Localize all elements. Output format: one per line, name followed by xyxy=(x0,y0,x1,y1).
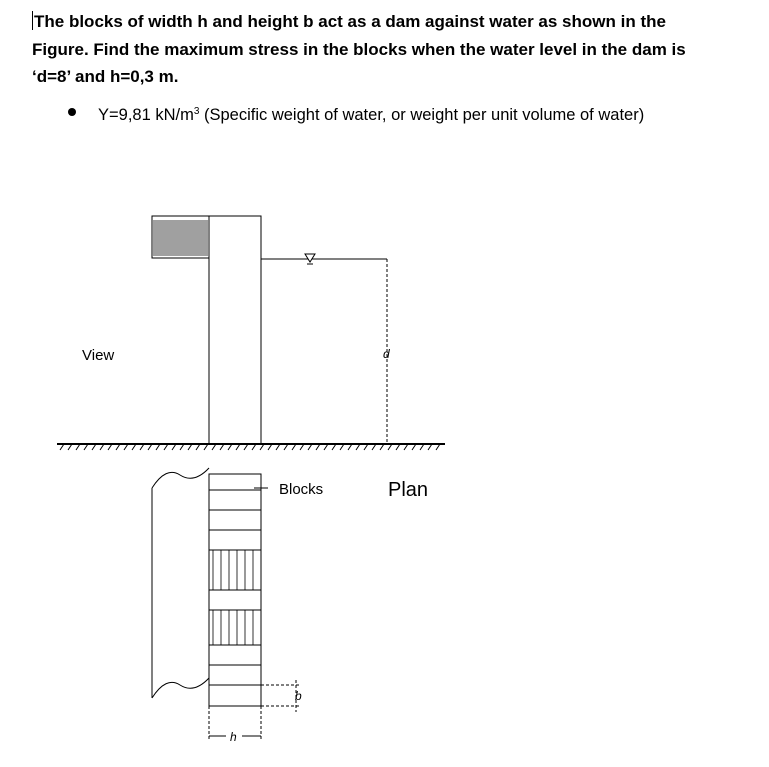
plan-label: Plan xyxy=(388,479,429,501)
view-label: View xyxy=(82,347,115,364)
water-level-line xyxy=(261,254,387,264)
dim-b-label: b xyxy=(295,689,302,703)
plan-blocks xyxy=(209,474,268,706)
given-specific-weight: Υ=9,81 $kN/m^3$ (Specific weight of water, or weight per unit volume of water) xyxy=(98,106,645,124)
blocks-elevation xyxy=(152,216,261,444)
block-column xyxy=(209,216,261,444)
problem-line-3: ‘d=8’ and h=0,3 m. xyxy=(32,67,179,86)
blocks-label: Blocks xyxy=(279,481,324,498)
problem-line-2: Figure. Find the maximum stress in the blocks when the water level in the dam is xyxy=(32,39,686,59)
water-surface-symbol xyxy=(305,254,315,262)
dim-h-label: h xyxy=(230,730,237,744)
problem-line-1: The blocks of width h and height b act as a dam against water as shown in the xyxy=(34,12,666,31)
ground-line xyxy=(57,444,445,450)
dim-d-label: d xyxy=(383,347,390,361)
